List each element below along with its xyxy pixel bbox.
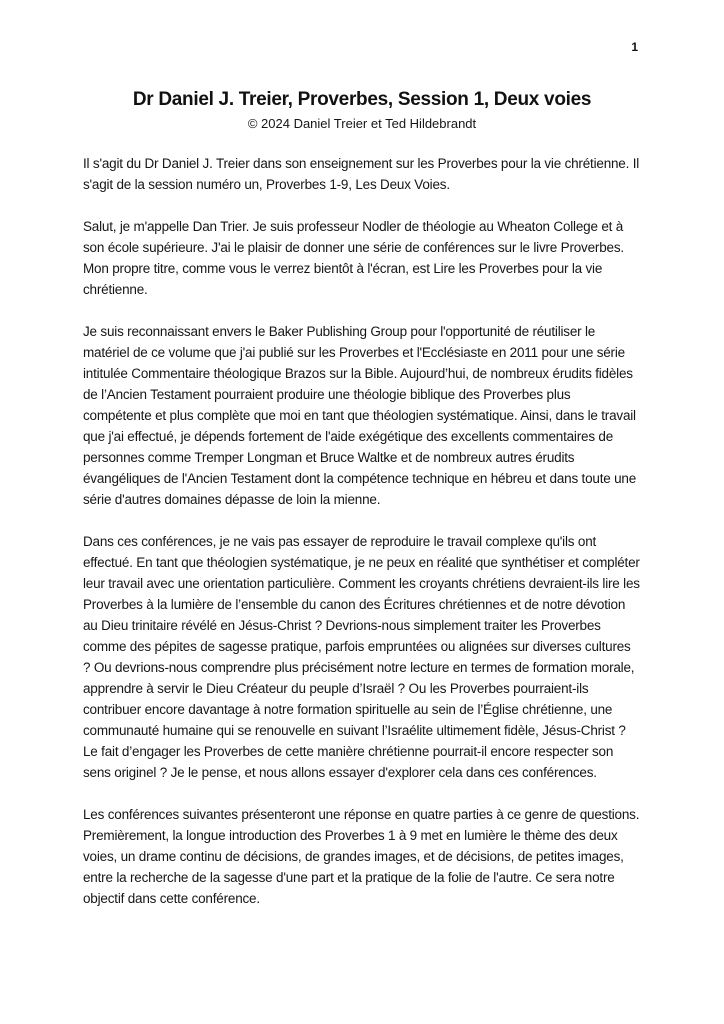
paragraph-intro: Il s'agit du Dr Daniel J. Treier dans son enseignement sur les Proverbes pour la vie chrétienne. Il s'agit de la session numéro un, Proverbes 1-9, Les Deux Voies. bbox=[83, 156, 640, 192]
page-number: 1 bbox=[631, 40, 638, 54]
copyright-line: © 2024 Daniel Treier et Ted Hildebrandt bbox=[247, 116, 477, 131]
paragraph-acknowledgement: Je suis reconnaissant envers le Baker Publishing Group pour l'opportunité de réutiliser le matériel de ce volume que j'ai publié sur les Proverbes et l'Ecclésiaste en 2011 pour une série intitulée Commentaire théologique Brazos sur la Bible. Aujourd’hui, de nombreux érudits fidèles de l’Ancien Testament pourraient produire une théologie biblique des Proverbes plus compétente et plus complète que moi en tant que théologien systématique. Ainsi, dans le travail que j'ai effectué, je dépends fortement de l'aide exégétique des excellents commentaires de personnes comme Tremper Longman et Bruce Waltke et de nombreux autres érudits évangéliques de l'Ancien Testament dont la compétence technique en hébreu et dans toute une série d'autres domaines dépasse de loin la mienne. bbox=[83, 324, 637, 507]
paragraph-approach: Dans ces conférences, je ne vais pas essayer de reproduire le travail complexe qu'ils ont effectué. En tant que théologien systématique, je ne peux en réalité que synthétiser et compléter leur travail avec une orientation particulière. Comment les croyants chrétiens devraient-ils lire les Proverbes à la lumière de l’ensemble du canon des Écritures chrétiennes et de notre dévotion au Dieu trinitaire révélé en Jésus-Christ ? Devrions-nous simplement traiter les Proverbes comme des pépites de sagesse pratique, parfois empruntées ou alignées sur diverses cultures ? Ou devrions-nous comprendre plus précisément notre lecture en termes de formation morale, apprendre à servir le Dieu Créateur du peuple d’Israël ? Ou les Proverbes pourraient-ils contribuer encore davantage à notre formation spirituelle au sein de l’Église chrétienne, une communauté humaine qui se renouvelle en suivant l’Israélite ultimement fidèle, Jésus-Christ ? Le fait d’engager les Proverbes de cette manière chrétienne pourrait-il encore respecter son sens originel ? Je le pense, et nous allons essayer d'explorer cela dans ces conférences. bbox=[83, 534, 640, 780]
paragraph-greeting: Salut, je m'appelle Dan Trier. Je suis professeur Nodler de théologie au Wheaton College et à son école supérieure. J'ai le plaisir de donner une série de conférences sur le livre Proverbes. Mon propre titre, comme vous le verrez bientôt à l'écran, est Lire les Proverbes pour la vie chrétienne. bbox=[83, 219, 624, 297]
page-content bbox=[83, 88, 641, 909]
document-title: Dr Daniel J. Treier, Proverbes, Session 1, Deux voies bbox=[132, 89, 592, 110]
paragraph-outline: Les conférences suivantes présenteront une réponse en quatre parties à ce genre de questions. Premièrement, la longue introduction des Proverbes 1 à 9 met en lumière le thème des deux voies, un drame continu de décisions, de grandes images, et de décisions, de petites images, entre la recherche de la sagesse d'une part et la pratique de la folie de l'autre. Ce sera notre objectif dans cette conférence. bbox=[83, 807, 640, 906]
transcript-body bbox=[83, 153, 641, 909]
